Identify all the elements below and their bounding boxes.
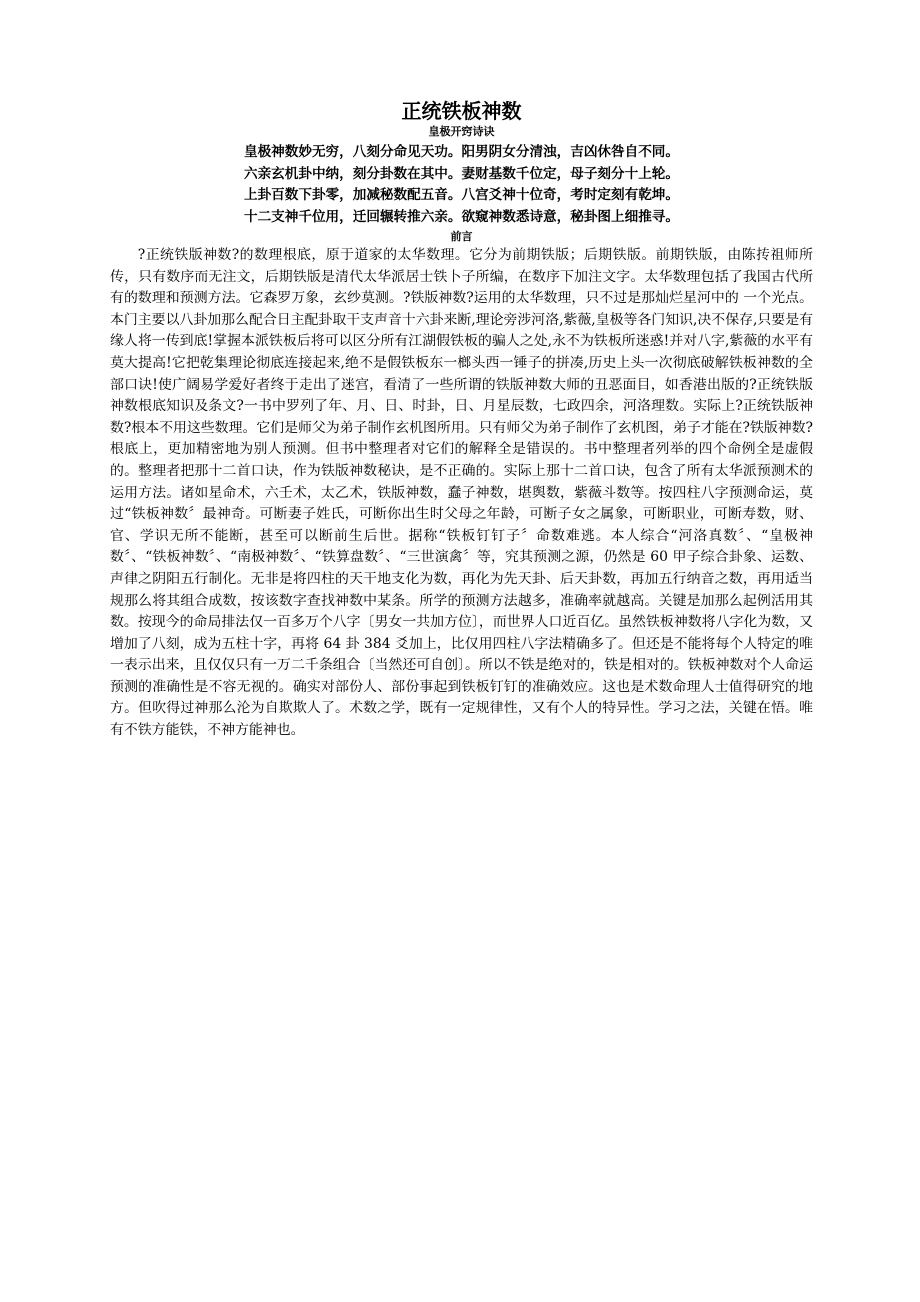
preface-paragraph: ?正统铁版神数?的数理根底，原于道家的太华数理。它分为前期铁版；后期铁版。前期铁版，由陈抟祖师所传，只有数序而无注文，后期铁版是清代太华派居士铁卜子所编，在数序下加注文字。太华数理包括了我国古代所有的数理和预测方法。它森罗万象，玄纱莫测。?铁版神数?运用的太华数理，只不过是那灿烂星河中的 一个光点。本门主要以八卦加那么配合日主配卦取干支声音十六卦来断,理论旁涉河洛,紫薇,皇极等各门知识,决不保存,只要是有缘人将一传到底!掌握本派铁板后将可以区分所有江湖假铁板的骗人之处,永不为铁板所迷惑!并对八字,紫薇的水平有莫大提高!它把乾集理论彻底连接起来,绝不是假铁板东一榔头西一锤子的拼凑,历史上头一次彻底破解铁板神数的全部口诀!使广阔易学爱好者终于走出了迷宫，看清了一些所谓的铁版神数大师的丑恶面目，如香港出版的?正统铁版神数根底知识及条文?一书中罗列了年、月、日、时卦，日、月星辰数，七政四余，河洛理数。实际上?正统铁版神数?根本不用这些数理。它们是师父为弟子制作玄机图所用。只有师父为弟子制作了玄机图，弟子才能在?铁版神数?根底上，更加精密地为别人预测。但书中整理者对它们的解释全是错误的。书中整理者列举的四个命例全是虚假的。整理者把那十二首口诀，作为铁版神数秘诀，是不正确的。实际上那十二首口诀，包含了所有太华派预测术的运用方法。诸如星命术，六壬术，太乙术，铁版神数，蠢子神数，堪舆数，紫薇斗数等。按四柱八字预测命运，莫过“铁板神数〞最神奇。可断妻子姓氏，可断你出生时父母之年龄，可断子女之属象，可断职业，可断寿数，财、官、学识无所不能断，甚至可以断前生后世。据称“铁板钉钉子〞命数难逃。本人综合“河洛真数〞、“皇极神数〞、“铁板神数〞、“南极神数〞、“铁算盘数〞、“三世演禽〞等，究其预测之源，仍然是 60 甲子综合卦象、运数、声律之阴阳五行制化。无非是将四柱的天干地支化为数，再化为先天卦、后天卦数，再加五行纳音之数，再用适当规那么将其组合成数，按该数字查找神数中某条。所学的预测方法越多，准确率就越高。关键是加那么起例活用其数。按现今的命局排法仅一百多万个八字〔男女一共加方位〕，而世界人口近百亿。虽然铁板神数将八字化为数，又增加了八刻，成为五柱十字，再将 64 卦 384 爻加上，比仅用四柱八字法精确多了。但还是不能将每个人特定的唯一表示出来，且仅仅只有一万二千条组合〔当然还可自创〕。所以不铁是绝对的，铁是相对的。铁板神数对个人命运预测的准确性是不容无视的。确实对部份人、部份事起到铁板钉钉的准确效应。这也是术数命理人士值得研究的地方。但吹得过神那么沦为自欺欺人了。术数之学，既有一定规律性，又有个人的特异性。学习之法，关键在悟。唯有不铁方能铁，不神方能神也。 xyxy=(110,247,813,739)
poem-line: 上卦百数下卦零，加减秘数配五音。八宫爻神十位奇，考时定刻有乾坤。 xyxy=(244,187,679,203)
poem-line: 十二支神千位用，迁回辗转推六亲。欲窥神数悉诗意，秘卦图上细推寻。 xyxy=(244,208,679,225)
preface-heading: 前言 xyxy=(450,230,473,243)
poem-line: 六亲玄机卦中纳，刻分卦数在其中。妻财基数千位定，母子刻分十上轮。 xyxy=(244,165,679,182)
poem-heading: 皇极开窍诗诀 xyxy=(428,125,495,138)
document-title: 正统铁板神数 xyxy=(401,99,522,123)
poem-line: 皇极神数妙无穷，八刻分命见天功。阳男阴女分清浊，吉凶休咎自不同。 xyxy=(244,144,679,160)
document-page xyxy=(110,98,813,742)
poem-block xyxy=(110,142,813,228)
